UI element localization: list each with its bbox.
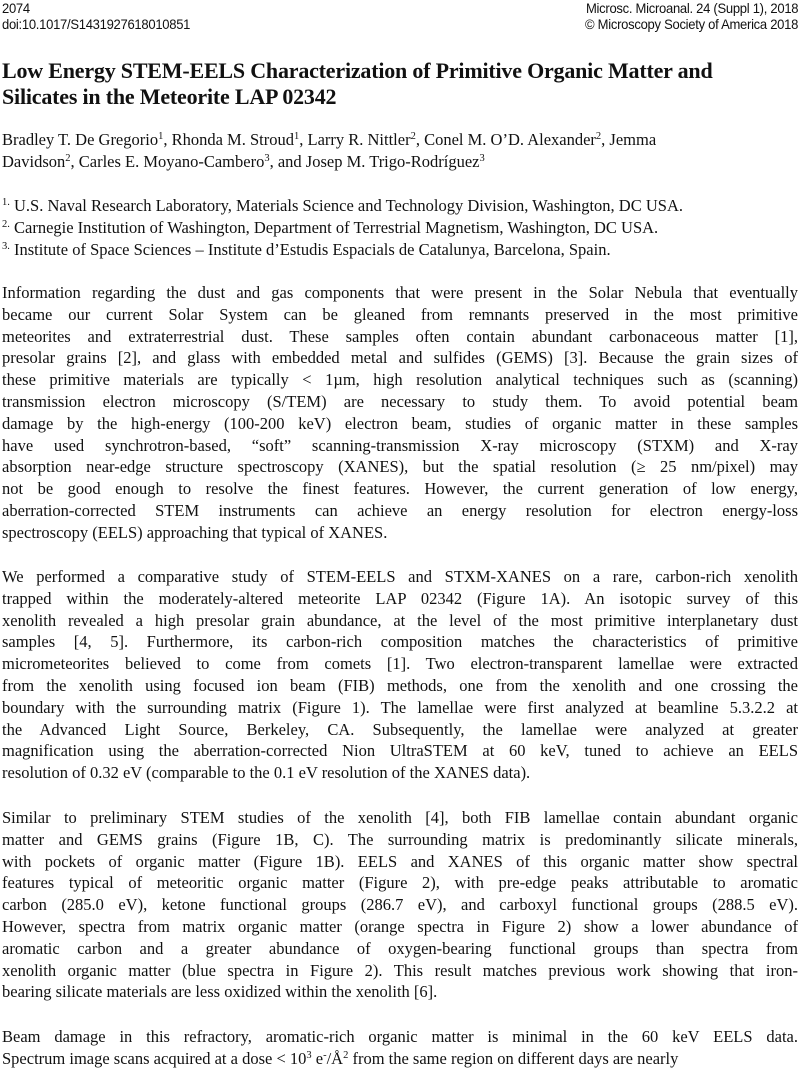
superscript: 3	[306, 1049, 312, 1061]
paragraph-results	[2, 807, 798, 1003]
text-line: samples [4, 5]. Furthermore, its carbon-rich composition matches the characteristics of primitive	[2, 632, 798, 652]
superscript: 2.	[2, 218, 10, 230]
superscript: 2	[65, 152, 71, 164]
text-line: with pockets of organic matter (Figure 1B). EELS and XANES of this organic matter show spectral	[2, 851, 798, 871]
superscript: 3.	[2, 240, 10, 252]
text-line: xenolith revealed a high presolar grain abundance, at the level of the most primitive interplanetary dust	[2, 610, 798, 630]
text-line: xenolith organic matter (blue spectra in Figure 2). This result matches previous work showing that iron-	[2, 960, 798, 980]
text-segment: e	[311, 1048, 324, 1068]
text-segment: , Larry R. Nittler	[299, 130, 411, 149]
text-segment: from the same region on different days are nearly	[348, 1048, 679, 1068]
superscript: 2	[410, 131, 416, 142]
superscript: 1	[158, 131, 164, 142]
paragraph-introduction	[2, 282, 798, 544]
text-line: trapped within the moderately-altered meteorite LAP 02342 (Figure 1A). An isotopic survey of this	[2, 588, 798, 608]
text-line	[2, 217, 798, 239]
superscript: 3	[264, 152, 270, 164]
text-line: transmission electron microscopy (S/TEM) are necessary to study them. To avoid potential beam	[2, 391, 798, 411]
text-segment: Spectrum image scans acquired at a dose < 10	[2, 1048, 307, 1068]
title-line: Low Energy STEM-EELS Characterization of Primitive Organic Matter and	[2, 58, 713, 83]
affiliations	[2, 195, 798, 260]
doi: doi:10.1017/S1431927618010851	[2, 16, 191, 32]
text-segment: Bradley T. De Gregorio	[2, 130, 159, 149]
superscript: 3	[479, 152, 485, 164]
superscript: -	[323, 1049, 327, 1061]
text-line: aromatic carbon and a greater abundance of oxygen-bearing functional groups than spectra from	[2, 938, 798, 958]
text-segment: , Rhonda M. Stroud	[163, 130, 294, 149]
text-line: bearing silicate materials are less oxidized within the xenolith [6].	[2, 982, 438, 1002]
superscript: 1.	[2, 197, 10, 208]
text-segment: /Å	[326, 1048, 344, 1068]
text-line: resolution of 0.32 eV (comparable to the 0.1 eV resolution of the XANES data).	[2, 763, 531, 783]
text-segment: Carnegie Institution of Washington, Department of Terrestrial Magnetism, Washington, DC USA.	[9, 217, 659, 237]
text-line: We performed a comparative study of STEM-EELS and STXM-XANES on a rare, carbon-rich xenolith	[2, 567, 798, 586]
text-line: the Advanced Light Source, Berkeley, CA. Subsequently, the lamellae were analyzed at greater	[2, 719, 798, 739]
text-segment: , Conel M. O’D. Alexander	[415, 130, 596, 149]
text-segment: Davidson	[2, 151, 66, 171]
page-number: 2074	[2, 0, 30, 16]
paper-title	[2, 58, 792, 110]
text-line: these primitive materials are typically < 1µm, high resolution analytical techniques such as (scanning)	[2, 370, 798, 390]
text-line: micrometeorites believed to come from comets [1]. Two electron-transparent lamellae were extracted	[2, 654, 798, 674]
text-line	[2, 195, 798, 217]
text-line	[2, 129, 798, 151]
text-line: aberration-corrected STEM instruments can achieve an energy resolution for electron energy-loss	[2, 500, 798, 520]
text-line: boundary with the surrounding matrix (Figure 1). The lamellae were first analyzed at beamline 5.3.2.2 at	[2, 697, 798, 717]
text-line: meteorites and extraterrestrial dust. These samples often contain abundant carbonaceous matter [1],	[2, 326, 798, 346]
copyright: © Microscopy Society of America 2018	[584, 16, 798, 32]
text-segment: , Carles E. Moyano-Cambero	[70, 151, 265, 171]
text-line: matter and GEMS grains (Figure 1B, C). The surrounding matrix is predominantly silicate minerals,	[2, 829, 798, 849]
title-line: Silicates in the Meteorite LAP 02342	[2, 84, 337, 109]
text-segment: , and Josep M. Trigo-Rodríguez	[269, 151, 480, 171]
text-line: have used synchrotron-based, “soft” scanning-transmission X-ray microscopy (STXM) and X-ray	[2, 435, 798, 455]
text-segment: , Jemma	[601, 130, 657, 149]
text-line: magnification using the aberration-corrected Nion UltraSTEM at 60 keV, tuned to achieve an EELS	[2, 741, 798, 761]
text-line	[2, 1048, 798, 1070]
text-line: from the xenolith using focused ion beam (FIB) methods, one from the xenolith and one crossing the	[2, 675, 798, 695]
text-segment: U.S. Naval Research Laboratory, Materials Science and Technology Division, Washington, DC USA.	[9, 196, 683, 215]
text-line	[2, 151, 798, 173]
superscript: 2	[343, 1049, 349, 1061]
paragraph-beam-damage	[2, 1026, 798, 1070]
text-line: became our current Solar System can be gleaned from remnants preserved in the most primitive	[2, 304, 798, 324]
author-list	[2, 129, 798, 173]
text-line: presolar grains [2], and glass with embedded metal and sulfides (GEMS) [3]. Because the grain sizes of	[2, 348, 798, 368]
text-line: Beam damage in this refractory, aromatic-rich organic matter is minimal in the 60 keV EELS data.	[2, 1027, 798, 1046]
text-line: not be good enough to resolve the finest features. However, the current generation of low energy,	[2, 479, 798, 499]
text-line	[2, 239, 798, 261]
text-line: Similar to preliminary STEM studies of the xenolith [4], both FIB lamellae contain abundant organic	[2, 808, 798, 827]
text-line: carbon (285.0 eV), ketone functional groups (286.7 eV), and carboxyl functional groups (288.5 eV).	[2, 895, 798, 915]
text-line: Information regarding the dust and gas components that were present in the Solar Nebula that eventually	[2, 283, 798, 302]
paragraph-methods	[2, 566, 798, 784]
text-line: damage by the high-energy (100-200 keV) electron beam, studies of organic matter in these samples	[2, 413, 798, 433]
text-segment: Institute of Space Sciences – Institute d’Estudis Espacials de Catalunya, Barcelona, Spain.	[9, 239, 611, 259]
journal-citation: Microsc. Microanal. 24 (Suppl 1), 2018	[585, 0, 798, 16]
text-line: However, spectra from matrix organic matter (orange spectra in Figure 2) show a lower abundance of	[2, 916, 798, 936]
superscript: 1	[293, 131, 300, 142]
superscript: 2	[595, 131, 602, 142]
text-line: features typical of meteoritic organic matter (Figure 2), with pre-edge peaks attributable to aromatic	[2, 873, 798, 893]
text-line: absorption near-edge structure spectroscopy (XANES), but the spatial resolution (≥ 25 nm/pixel) may	[2, 457, 798, 477]
text-line: spectroscopy (EELS) approaching that typical of XANES.	[2, 522, 388, 542]
